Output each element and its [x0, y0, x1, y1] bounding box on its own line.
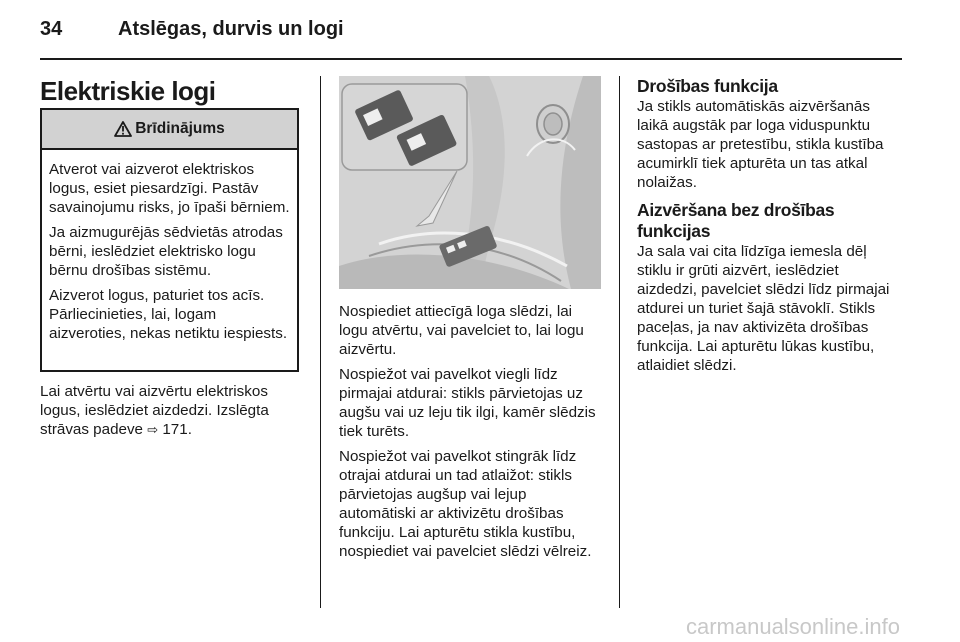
- column-divider: [320, 76, 321, 608]
- instruction-paragraph: Nospiediet attiecīgā loga slēdzi, lai logu atvērtu, vai pavelciet to, lai logu aizvērtu.: [339, 303, 584, 358]
- page-number: 34: [40, 18, 63, 40]
- chapter-title: Atslēgas, durvis un logi: [118, 18, 344, 40]
- footer-watermark: carmanualsonline.info: [685, 614, 900, 639]
- safety-paragraph: Ja stikls automātiskās aizvēršanās laikā augstāk par loga viduspunktu sastopas ar pretestību, stikla kustība acumirklī tiek apturēta un tas atkal nolaižas.: [637, 98, 884, 191]
- column-3-text: [637, 76, 902, 381]
- warning-triangle-icon: [114, 121, 132, 137]
- column-divider: [619, 76, 620, 608]
- column-1-text: [40, 382, 302, 446]
- intro-paragraph: Lai atvērtu vai aizvērtu elektriskos logus, ieslēdziet aizdedzi. Izslēgta strāvas padeve ⇨ 171.: [40, 383, 269, 438]
- section-title: Elektriskie logi: [40, 76, 216, 106]
- header-rule: [40, 58, 902, 60]
- warning-header: [42, 110, 297, 150]
- reference-arrow-icon: ⇨: [147, 423, 159, 438]
- warning-paragraph: Ja aizmugurējās sēdvietās atrodas bērni, ieslēdziet elektrisko logu bērnu drošības sistēmu.: [49, 224, 283, 279]
- page-reference[interactable]: 171.: [162, 421, 192, 438]
- warning-body: [42, 150, 297, 343]
- subheading-safety-function: Drošības funkcija: [637, 76, 778, 96]
- warning-title: Brīdinājums: [135, 120, 225, 137]
- warning-box: [40, 108, 299, 372]
- column-2-text: [339, 302, 603, 567]
- warning-paragraph: Aizverot logus, paturiet tos acīs. Pārliecinieties, lai, logam aizveroties, nekas netiktu iespiests.: [49, 287, 288, 342]
- warning-paragraph: Atverot vai aizverot elektriskos logus, esiet piesardzīgi. Pastāv savainojumu risks, jo īpaši bērniem.: [49, 161, 290, 216]
- closing-paragraph: Ja sala vai cita līdzīga iemesla dēļ stiklu ir grūti aizvērt, ieslēdziet aizdedzi, pavelciet slēdzi līdz pirmajai atdurei un turiet šajā stāvoklī. Stikls paceļas, ja nav aktivizēta drošības funkcija. Lai apturētu lūkas kustību, atlaidiet slēdzi.: [637, 243, 890, 374]
- instruction-paragraph: Nospiežot vai pavelkot viegli līdz pirmajai atdurai: stikls pārvietojas uz augšu vai uz leju tik ilgi, kamēr slēdzis tiek turēts.: [339, 366, 596, 440]
- subheading-closing-without-safety: Aizvēršana bez drošības funkcijas: [637, 200, 835, 241]
- instruction-paragraph: Nospiežot vai pavelkot stingrāk līdz otrajai atdurai un tad atlaižot: stikls pārvietojas augšup vai lejup automātiski ar aktivizētu drošības funkciju. Lai apturētu stikla kustību, nospiediet vai pavelciet slēdzi vēlreiz.: [339, 448, 592, 560]
- window-switch-illustration: [339, 76, 601, 289]
